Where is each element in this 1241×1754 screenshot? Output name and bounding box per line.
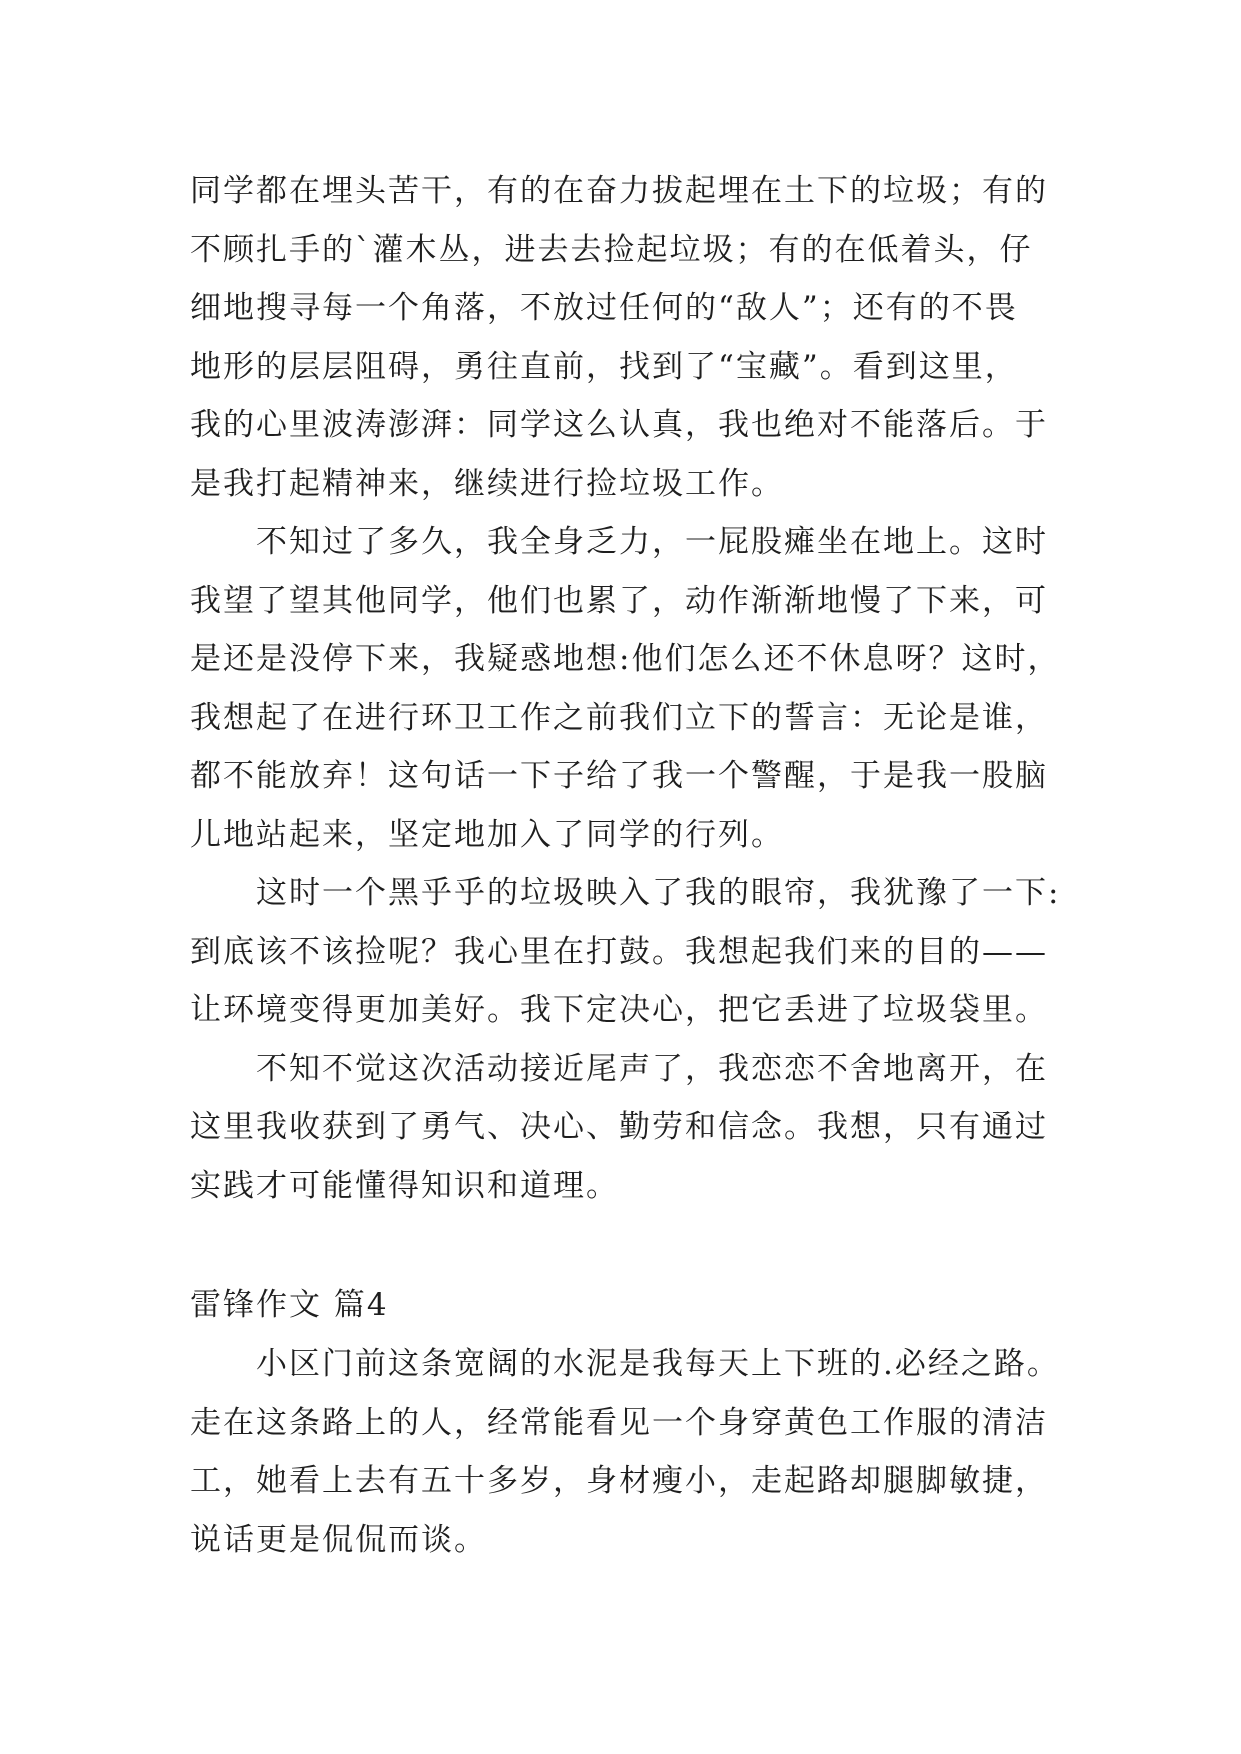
paragraph-2: [190, 513, 1070, 864]
document-body: [190, 162, 1070, 1569]
text-line: 地形的层层阻碍，勇往直前，找到了“宝藏”。看到这里，: [190, 348, 1018, 385]
text-line: 走在这条路上的人，经常能看见一个身穿黄色工作服的清洁: [190, 1404, 1048, 1441]
section-heading: 雷锋作文 篇4: [190, 1287, 389, 1323]
paragraph-1: [190, 162, 1070, 513]
paragraph-5: [190, 1335, 1070, 1569]
section-gap: [190, 1215, 1070, 1275]
text-line: 儿地站起来，坚定地加入了同学的行列。: [190, 816, 784, 853]
text-line: 是还是没停下来，我疑惑地想:他们怎么还不休息呀？这时，: [190, 641, 1061, 677]
text-line: 小区门前这条宽阔的水泥是我每天上下班的.必经之路。: [256, 1346, 1060, 1382]
paragraph-4: [190, 1040, 1070, 1216]
text-line: 让环境变得更加美好。我下定决心，把它丢进了垃圾袋里。: [190, 992, 1048, 1028]
text-line: 不知过了多久，我全身乏力，一屁股瘫坐在地上。这时: [256, 524, 1048, 560]
text-line: 工，她看上去有五十多岁，身材瘦小，走起路却腿脚敏捷，: [190, 1463, 1048, 1499]
text-line: 这时一个黑乎乎的垃圾映入了我的眼帘，我犹豫了一下:: [256, 875, 1061, 911]
text-line: 我望了望其他同学，他们也累了，动作渐渐地慢了下来，可: [190, 582, 1048, 619]
text-line: 都不能放弃！这句话一下子给了我一个警醒，于是我一股脑: [190, 758, 1048, 794]
text-line: 我的心里波涛澎湃：同学这么认真，我也绝对不能落后。于: [190, 407, 1048, 443]
text-line: 这里我收获到了勇气、决心、勤劳和信念。我想，只有通过: [190, 1109, 1048, 1145]
paragraph-3: [190, 864, 1070, 1040]
text-line: 说话更是侃侃而谈。: [190, 1521, 487, 1558]
text-line: 实践才可能懂得知识和道理。: [190, 1167, 619, 1204]
text-line: 到底该不该捡呢？我心里在打鼓。我想起我们来的目的——: [190, 933, 1048, 970]
text-line: 不顾扎手的`灌木丛，进去去捡起垃圾；有的在低着头，仔: [190, 231, 1033, 268]
text-line: 不知不觉这次活动接近尾声了，我恋恋不舍地离开，在: [256, 1050, 1048, 1087]
text-line: 我想起了在进行环卫工作之前我们立下的誓言：无论是谁，: [190, 699, 1048, 736]
text-line: 是我打起精神来，继续进行捡垃圾工作。: [190, 465, 784, 502]
text-line: 细地搜寻每一个角落，不放过任何的“敌人”；还有的不畏: [190, 290, 1018, 326]
text-line: 同学都在埋头苦干，有的在奋力拔起埋在土下的垃圾；有的: [190, 173, 1048, 209]
